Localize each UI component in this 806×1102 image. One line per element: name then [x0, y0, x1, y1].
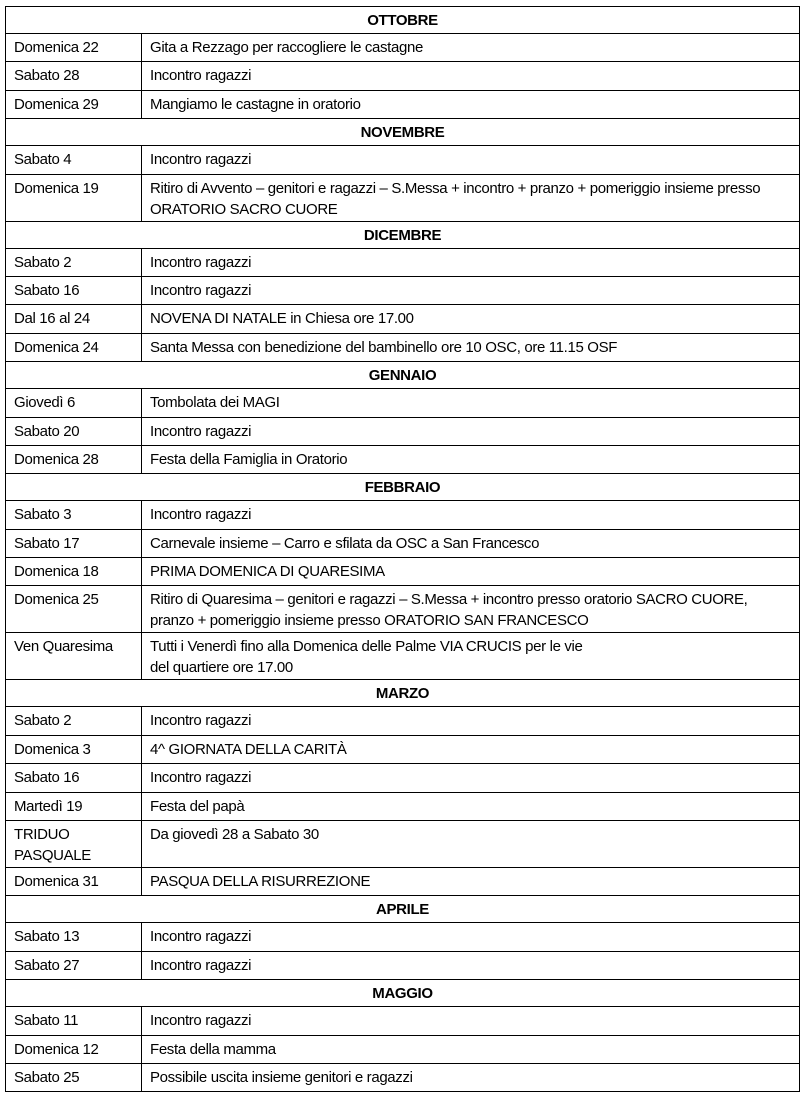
event-row	[6, 248, 800, 276]
event-row	[6, 707, 800, 735]
event-row	[6, 764, 800, 792]
event-row	[6, 90, 800, 118]
event-date: Sabato 17	[6, 529, 142, 557]
event-date: Sabato 13	[6, 923, 142, 951]
event-description: Ritiro di Quaresima – genitori e ragazzi – S.Messa + incontro presso oratorio SACRO CUORE, pranzo + pomeriggio insieme presso ORATORIO SAN FRANCESCO	[142, 586, 800, 633]
event-date: Ven Quaresima	[6, 633, 142, 680]
event-description: Incontro ragazzi	[142, 276, 800, 304]
event-row	[6, 417, 800, 445]
event-date: Sabato 27	[6, 951, 142, 979]
event-row	[6, 951, 800, 979]
month-title: NOVEMBRE	[6, 119, 800, 146]
event-date: Domenica 19	[6, 174, 142, 221]
event-row	[6, 1063, 800, 1091]
event-description: Incontro ragazzi	[142, 146, 800, 174]
event-description: Incontro ragazzi	[142, 707, 800, 735]
event-description: Festa della Famiglia in Oratorio	[142, 445, 800, 473]
event-date: Sabato 16	[6, 764, 142, 792]
month-header-row	[6, 896, 800, 923]
month-header-row	[6, 980, 800, 1007]
event-description: Mangiamo le castagne in oratorio	[142, 90, 800, 118]
month-header-row	[6, 680, 800, 707]
event-date: Domenica 31	[6, 868, 142, 896]
event-description: Possibile uscita insieme genitori e ragazzi	[142, 1063, 800, 1091]
month-header-row	[6, 474, 800, 501]
event-date: Sabato 4	[6, 146, 142, 174]
event-row	[6, 792, 800, 820]
event-date: TRIDUO PASQUALE	[6, 821, 142, 868]
event-description: PASQUA DELLA RISURREZIONE	[142, 868, 800, 896]
month-title: MARZO	[6, 680, 800, 707]
event-row	[6, 1035, 800, 1063]
month-header-row	[6, 7, 800, 34]
event-date: Giovedì 6	[6, 389, 142, 417]
event-description: Festa della mamma	[142, 1035, 800, 1063]
month-header-row	[6, 362, 800, 389]
month-title: OTTOBRE	[6, 7, 800, 34]
event-row	[6, 174, 800, 221]
event-row	[6, 821, 800, 868]
event-row	[6, 633, 800, 680]
event-date: Domenica 28	[6, 445, 142, 473]
month-title: APRILE	[6, 896, 800, 923]
event-row	[6, 868, 800, 896]
event-row	[6, 146, 800, 174]
month-header-row	[6, 119, 800, 146]
event-description: Incontro ragazzi	[142, 951, 800, 979]
event-description: Ritiro di Avvento – genitori e ragazzi – S.Messa + incontro + pranzo + pomeriggio insieme presso ORATORIO SACRO CUORE	[142, 174, 800, 221]
event-description: Incontro ragazzi	[142, 62, 800, 90]
event-date: Domenica 25	[6, 586, 142, 633]
event-row	[6, 276, 800, 304]
event-date: Domenica 24	[6, 333, 142, 361]
event-row	[6, 62, 800, 90]
event-row	[6, 558, 800, 586]
event-row	[6, 923, 800, 951]
calendar-body	[6, 7, 800, 1092]
month-title: GENNAIO	[6, 362, 800, 389]
month-title: MAGGIO	[6, 980, 800, 1007]
event-row	[6, 389, 800, 417]
event-description: 4^ GIORNATA DELLA CARITÀ	[142, 735, 800, 763]
event-description: Incontro ragazzi	[142, 417, 800, 445]
event-date: Sabato 20	[6, 417, 142, 445]
event-row	[6, 305, 800, 333]
event-description: Tombolata dei MAGI	[142, 389, 800, 417]
event-date: Sabato 3	[6, 501, 142, 529]
event-date: Sabato 16	[6, 276, 142, 304]
event-date: Domenica 22	[6, 34, 142, 62]
event-date: Domenica 18	[6, 558, 142, 586]
event-description: NOVENA DI NATALE in Chiesa ore 17.00	[142, 305, 800, 333]
event-description: Incontro ragazzi	[142, 764, 800, 792]
event-row	[6, 501, 800, 529]
month-header-row	[6, 221, 800, 248]
event-row	[6, 445, 800, 473]
event-description: Incontro ragazzi	[142, 248, 800, 276]
month-title: FEBBRAIO	[6, 474, 800, 501]
event-description: Santa Messa con benedizione del bambinello ore 10 OSC, ore 11.15 OSF	[142, 333, 800, 361]
event-description: Tutti i Venerdì fino alla Domenica delle Palme VIA CRUCIS per le vie del quartiere ore 17.00	[142, 633, 800, 680]
calendar-table	[5, 6, 800, 1092]
event-description: PRIMA DOMENICA DI QUARESIMA	[142, 558, 800, 586]
event-description: Incontro ragazzi	[142, 501, 800, 529]
event-description: Festa del papà	[142, 792, 800, 820]
month-title: DICEMBRE	[6, 221, 800, 248]
event-date: Sabato 2	[6, 707, 142, 735]
event-date: Dal 16 al 24	[6, 305, 142, 333]
event-description: Carnevale insieme – Carro e sfilata da OSC a San Francesco	[142, 529, 800, 557]
event-row	[6, 333, 800, 361]
event-row	[6, 34, 800, 62]
event-row	[6, 1007, 800, 1035]
event-row	[6, 529, 800, 557]
event-date: Martedì 19	[6, 792, 142, 820]
event-description: Gita a Rezzago per raccogliere le castagne	[142, 34, 800, 62]
event-date: Sabato 25	[6, 1063, 142, 1091]
event-description: Da giovedì 28 a Sabato 30	[142, 821, 800, 868]
event-date: Domenica 12	[6, 1035, 142, 1063]
event-date: Sabato 2	[6, 248, 142, 276]
event-date: Sabato 11	[6, 1007, 142, 1035]
event-row	[6, 586, 800, 633]
event-description: Incontro ragazzi	[142, 1007, 800, 1035]
event-date: Sabato 28	[6, 62, 142, 90]
event-row	[6, 735, 800, 763]
event-date: Domenica 29	[6, 90, 142, 118]
event-date: Domenica 3	[6, 735, 142, 763]
event-description: Incontro ragazzi	[142, 923, 800, 951]
